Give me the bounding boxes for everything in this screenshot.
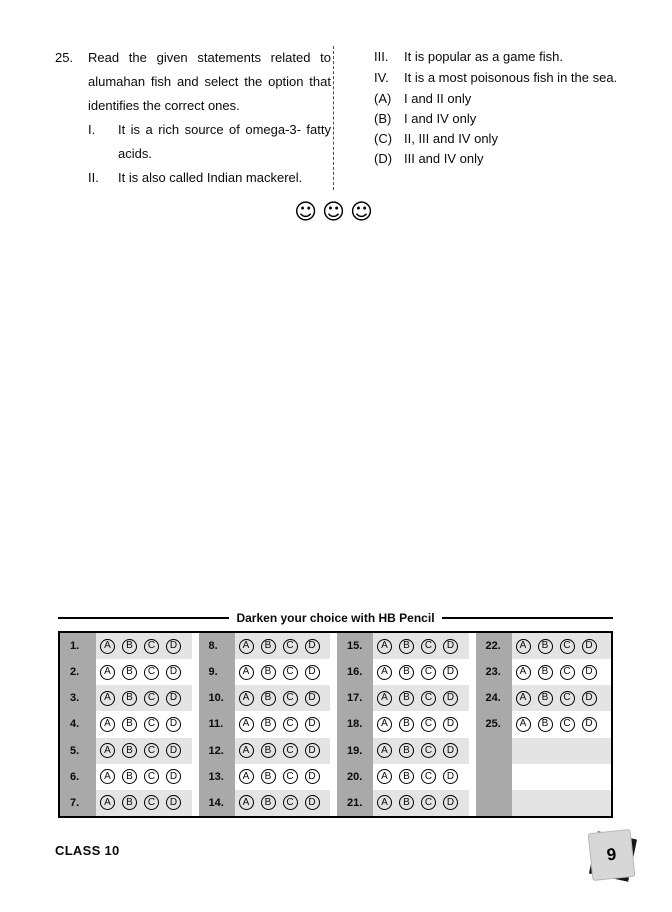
bubble-D[interactable]: D	[582, 717, 597, 732]
bubble-cell	[235, 633, 331, 659]
bubble-A[interactable]: A	[100, 639, 115, 654]
bubble-C[interactable]: C	[283, 639, 298, 654]
statement-label: I.	[88, 122, 96, 137]
answer-row-empty	[476, 738, 612, 764]
question-number: 25.	[55, 50, 74, 65]
statement-II	[88, 166, 331, 190]
statement-label: II.	[88, 170, 99, 185]
question-right-column	[374, 46, 618, 190]
question-number-cell	[476, 790, 512, 816]
bubble-A[interactable]: A	[100, 665, 115, 680]
question-number-cell: 21.	[337, 790, 373, 816]
bubble-cell	[512, 633, 612, 659]
bubble-D[interactable]: D	[305, 691, 320, 706]
answer-row-16	[337, 659, 473, 685]
bubble-A[interactable]: A	[239, 717, 254, 732]
bubble-C[interactable]: C	[560, 717, 575, 732]
bubble-cell	[373, 738, 469, 764]
bubble-cell	[512, 738, 612, 764]
bubble-B[interactable]: B	[122, 665, 137, 680]
question-left-column	[55, 46, 331, 190]
question-head	[55, 46, 331, 118]
answer-row-22	[476, 633, 612, 659]
question-number-cell: 20.	[337, 764, 373, 790]
question-number-cell: 1.	[60, 633, 96, 659]
bubble-D[interactable]: D	[166, 691, 181, 706]
question-number-cell: 15.	[337, 633, 373, 659]
bubble-A[interactable]: A	[377, 743, 392, 758]
bubble-C[interactable]: C	[283, 717, 298, 732]
answer-row-1	[60, 633, 196, 659]
bubble-A[interactable]: A	[516, 717, 531, 732]
bubble-A[interactable]: A	[377, 665, 392, 680]
option-text: I and II only	[404, 91, 472, 106]
question-number-cell: 24.	[476, 685, 512, 711]
bubble-C[interactable]: C	[144, 769, 159, 784]
bubble-C[interactable]: C	[144, 639, 159, 654]
bubble-B[interactable]: B	[399, 639, 414, 654]
bubble-cell	[235, 685, 331, 711]
bubble-B[interactable]: B	[399, 795, 414, 810]
bubble-D[interactable]: D	[582, 639, 597, 654]
bubble-D[interactable]: D	[166, 665, 181, 680]
answer-grid-column	[60, 633, 196, 816]
question-number-cell: 3.	[60, 685, 96, 711]
question-number-cell: 23.	[476, 659, 512, 685]
bubble-cell	[373, 659, 469, 685]
bubble-cell	[512, 764, 612, 790]
bubble-C[interactable]: C	[283, 665, 298, 680]
bubble-cell	[373, 685, 469, 711]
answer-grid	[58, 631, 613, 818]
question-number-cell: 9.	[199, 659, 235, 685]
option-C	[374, 129, 618, 149]
bubble-B[interactable]: B	[261, 795, 276, 810]
answer-row-7	[60, 790, 196, 816]
bubble-C[interactable]: C	[421, 639, 436, 654]
question-number-cell: 19.	[337, 738, 373, 764]
bubble-A[interactable]: A	[100, 795, 115, 810]
statement-text: It is a rich source of omega-3- fatty acids.	[118, 122, 331, 161]
bubble-C[interactable]: C	[560, 639, 575, 654]
answer-row-17	[337, 685, 473, 711]
bubble-C[interactable]: C	[283, 769, 298, 784]
bubble-D[interactable]: D	[166, 743, 181, 758]
question-number-cell	[476, 738, 512, 764]
bubble-A[interactable]: A	[516, 639, 531, 654]
bubble-D[interactable]: D	[305, 743, 320, 758]
bubble-cell	[235, 790, 331, 816]
bubble-C[interactable]: C	[421, 769, 436, 784]
question-number-cell: 5.	[60, 738, 96, 764]
bubble-A[interactable]: A	[100, 717, 115, 732]
bubble-C[interactable]: C	[144, 743, 159, 758]
bubble-B[interactable]: B	[261, 717, 276, 732]
bubble-D[interactable]: D	[582, 665, 597, 680]
statement-III	[374, 46, 618, 67]
answer-row-18	[337, 711, 473, 737]
bubble-C[interactable]: C	[560, 665, 575, 680]
option-label: (C)	[374, 131, 393, 146]
bubble-B[interactable]: B	[261, 665, 276, 680]
bubble-cell	[96, 790, 192, 816]
answer-sheet	[58, 610, 613, 818]
question-number-cell: 22.	[476, 633, 512, 659]
bubble-cell	[96, 685, 192, 711]
bubble-A[interactable]: A	[239, 795, 254, 810]
answer-row-2	[60, 659, 196, 685]
answer-row-19	[337, 738, 473, 764]
bubble-cell	[512, 790, 612, 816]
bubble-D[interactable]: D	[305, 639, 320, 654]
bubble-A[interactable]: A	[239, 665, 254, 680]
bubble-cell	[373, 790, 469, 816]
answer-row-3	[60, 685, 196, 711]
header-rule-right	[442, 617, 613, 619]
question-number-cell: 8.	[199, 633, 235, 659]
column-divider-dashed-line	[333, 46, 334, 190]
bubble-cell	[96, 633, 192, 659]
bubble-B[interactable]: B	[538, 665, 553, 680]
bubble-A[interactable]: A	[100, 691, 115, 706]
bubble-D[interactable]: D	[166, 639, 181, 654]
bubble-C[interactable]: C	[283, 743, 298, 758]
bubble-C[interactable]: C	[144, 665, 159, 680]
header-rule-left	[58, 617, 229, 619]
answer-row-13	[199, 764, 335, 790]
question-number-cell: 6.	[60, 764, 96, 790]
statement-text: It is popular as a game fish.	[404, 49, 563, 64]
smiley-faces-icon: ☺☺☺	[294, 200, 378, 225]
answer-grid-column	[334, 633, 473, 816]
bubble-A[interactable]: A	[377, 795, 392, 810]
statement-label: IV.	[374, 70, 389, 85]
bubble-A[interactable]: A	[516, 665, 531, 680]
bubble-D[interactable]: D	[443, 717, 458, 732]
option-label: (B)	[374, 111, 392, 126]
bubble-B[interactable]: B	[399, 743, 414, 758]
bubble-A[interactable]: A	[377, 717, 392, 732]
option-label: (D)	[374, 151, 393, 166]
answer-row-9	[199, 659, 335, 685]
bubble-C[interactable]: C	[283, 691, 298, 706]
bubble-B[interactable]: B	[538, 691, 553, 706]
bubble-A[interactable]: A	[239, 639, 254, 654]
question-number-cell	[476, 764, 512, 790]
bubble-B[interactable]: B	[261, 769, 276, 784]
answer-row-11	[199, 711, 335, 737]
bubble-D[interactable]: D	[443, 665, 458, 680]
bubble-D[interactable]: D	[443, 769, 458, 784]
question-section	[55, 46, 618, 190]
option-text: I and IV only	[404, 111, 477, 126]
bubble-D[interactable]: D	[166, 795, 181, 810]
option-label: (A)	[374, 91, 392, 106]
question-number-cell: 7.	[60, 790, 96, 816]
option-A	[374, 89, 618, 109]
question-number-cell: 11.	[199, 711, 235, 737]
bubble-B[interactable]: B	[538, 717, 553, 732]
statement-label: III.	[374, 49, 389, 64]
option-D	[374, 149, 618, 169]
answer-grid-column	[473, 633, 612, 816]
question-text: Read the given statements related to alumahan fish and select the option that identifies the correct ones.	[88, 50, 331, 113]
bubble-D[interactable]: D	[166, 717, 181, 732]
bubble-D[interactable]: D	[305, 769, 320, 784]
answer-row-14	[199, 790, 335, 816]
bubble-C[interactable]: C	[421, 795, 436, 810]
bubble-D[interactable]: D	[305, 795, 320, 810]
statement-text: It is a most poisonous fish in the sea.	[404, 70, 618, 85]
question-number-cell: 18.	[337, 711, 373, 737]
question-number-cell: 4.	[60, 711, 96, 737]
bubble-C[interactable]: C	[421, 717, 436, 732]
bubble-cell	[512, 685, 612, 711]
badge-face-shape	[588, 829, 636, 881]
bubble-B[interactable]: B	[122, 769, 137, 784]
bubble-B[interactable]: B	[122, 639, 137, 654]
answer-row-23	[476, 659, 612, 685]
bubble-cell	[96, 738, 192, 764]
class-label: CLASS 10	[55, 843, 120, 858]
bubble-B[interactable]: B	[261, 743, 276, 758]
bubble-cell	[96, 711, 192, 737]
bubble-cell	[373, 764, 469, 790]
bubble-A[interactable]: A	[100, 769, 115, 784]
bubble-C[interactable]: C	[421, 743, 436, 758]
bubble-D[interactable]: D	[305, 717, 320, 732]
bubble-B[interactable]: B	[399, 769, 414, 784]
page-number-badge	[584, 827, 642, 887]
option-text: III and IV only	[404, 151, 484, 166]
bubble-cell	[373, 633, 469, 659]
bubble-D[interactable]: D	[443, 639, 458, 654]
bubble-cell	[373, 711, 469, 737]
bubble-D[interactable]: D	[443, 795, 458, 810]
bubble-B[interactable]: B	[399, 717, 414, 732]
question-number-cell: 10.	[199, 685, 235, 711]
answer-row-10	[199, 685, 335, 711]
bubble-cell	[235, 738, 331, 764]
question-number-cell: 13.	[199, 764, 235, 790]
bubble-cell	[235, 659, 331, 685]
answer-row-20	[337, 764, 473, 790]
bubble-D[interactable]: D	[582, 691, 597, 706]
bubble-A[interactable]: A	[239, 743, 254, 758]
bubble-A[interactable]: A	[239, 691, 254, 706]
bubble-D[interactable]: D	[305, 665, 320, 680]
bubble-B[interactable]: B	[122, 717, 137, 732]
bubble-B[interactable]: B	[538, 639, 553, 654]
bubble-A[interactable]: A	[377, 769, 392, 784]
bubble-cell	[96, 659, 192, 685]
bubble-C[interactable]: C	[421, 665, 436, 680]
bubble-B[interactable]: B	[122, 691, 137, 706]
bubble-cell	[96, 764, 192, 790]
bubble-A[interactable]: A	[377, 639, 392, 654]
answer-row-15	[337, 633, 473, 659]
answer-row-25	[476, 711, 612, 737]
bubble-cell	[512, 659, 612, 685]
question-number-cell: 25.	[476, 711, 512, 737]
bubble-cell	[235, 711, 331, 737]
statement-IV	[374, 67, 618, 88]
bubble-C[interactable]: C	[283, 795, 298, 810]
page-number: 9	[605, 844, 618, 865]
answer-row-5	[60, 738, 196, 764]
answer-row-empty	[476, 764, 612, 790]
answer-grid-column	[196, 633, 335, 816]
bubble-B[interactable]: B	[399, 665, 414, 680]
option-text: II, III and IV only	[404, 131, 498, 146]
bubble-D[interactable]: D	[443, 691, 458, 706]
bubble-A[interactable]: A	[516, 691, 531, 706]
bubble-A[interactable]: A	[100, 743, 115, 758]
answer-row-4	[60, 711, 196, 737]
question-number-cell: 17.	[337, 685, 373, 711]
bubble-C[interactable]: C	[144, 717, 159, 732]
option-B	[374, 109, 618, 129]
bubble-D[interactable]: D	[443, 743, 458, 758]
bubble-B[interactable]: B	[261, 691, 276, 706]
bubble-B[interactable]: B	[122, 795, 137, 810]
answer-row-empty	[476, 790, 612, 816]
question-number-cell: 2.	[60, 659, 96, 685]
bubble-cell	[512, 711, 612, 737]
question-number-cell: 12.	[199, 738, 235, 764]
bubble-B[interactable]: B	[261, 639, 276, 654]
bubble-C[interactable]: C	[144, 795, 159, 810]
answer-row-6	[60, 764, 196, 790]
answer-options-list	[374, 89, 618, 169]
bubble-D[interactable]: D	[166, 769, 181, 784]
bubble-cell	[235, 764, 331, 790]
answer-row-12	[199, 738, 335, 764]
bubble-B[interactable]: B	[122, 743, 137, 758]
bubble-C[interactable]: C	[560, 691, 575, 706]
statement-I	[88, 118, 331, 166]
answer-sheet-header	[58, 610, 613, 626]
statement-text: It is also called Indian mackerel.	[118, 170, 303, 185]
answer-row-24	[476, 685, 612, 711]
bubble-A[interactable]: A	[239, 769, 254, 784]
answer-row-21	[337, 790, 473, 816]
question-number-cell: 14.	[199, 790, 235, 816]
bubble-B[interactable]: B	[399, 691, 414, 706]
bubble-C[interactable]: C	[421, 691, 436, 706]
answer-row-8	[199, 633, 335, 659]
answer-sheet-title: Darken your choice with HB Pencil	[236, 611, 435, 625]
bubble-A[interactable]: A	[377, 691, 392, 706]
question-number-cell: 16.	[337, 659, 373, 685]
bubble-C[interactable]: C	[144, 691, 159, 706]
